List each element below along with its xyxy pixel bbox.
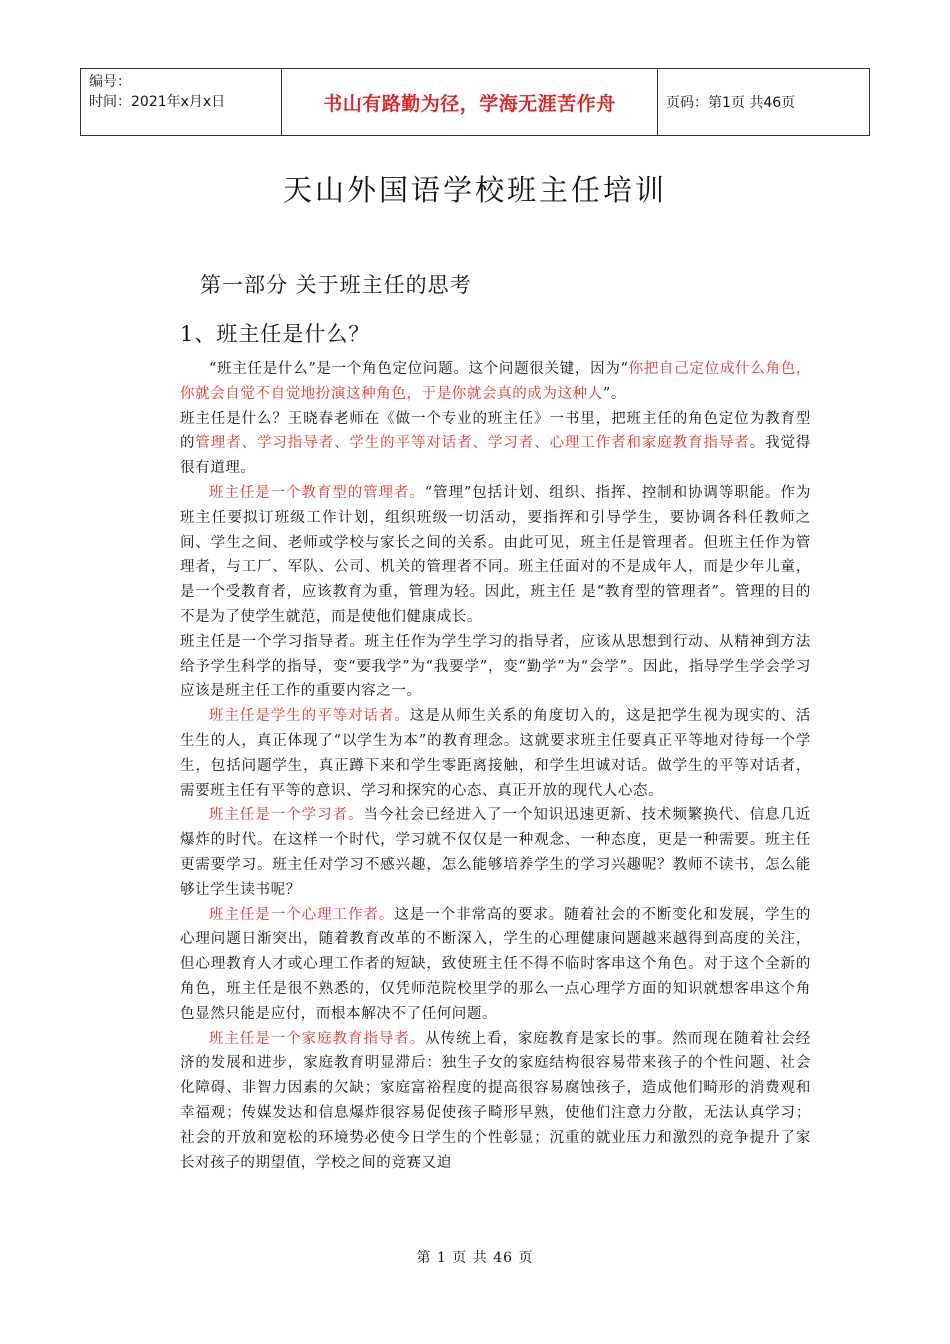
text: ”。 (602, 385, 626, 402)
highlight: 你把自己定位成什么角色，你就会自觉不自觉地扮演这种角色，于是你就会真的成为这种人 (180, 361, 811, 402)
text: 这是一个非常高的要求。随着社会的不断变化和发展，学生的心理问题日渐突出，随着教育改革的不断深入，学生的心理健康问题越来越得到高度的关注，但心理教育人才或心理工作者的短缺，致使班主任不得不临时客串这个角色。对于这个全新的角色，班主任是很不熟悉的，仅凭师范院校里学的那么一点心理学方面的知识就想客串这个角色显然只能是应付，而根本解决不了任何问题。 (180, 906, 812, 1022)
date-label: 时间：2021年x月x日 (89, 94, 226, 110)
paragraph-7 (180, 903, 811, 1027)
text: 当今社会已经进入了一个知识迅速更新、技术频繁换代、信息几近爆炸的时代。在这样一个时代，学习就不仅仅是一种观念、一种态度，更是一种需要。班主任更需要学习。班主任对学习不感兴趣，怎么能够培养学生的学习兴趣呢？教师不读书，怎么能够让学生读书呢？ (180, 807, 811, 898)
paragraph-5 (180, 704, 811, 803)
paragraph-3 (180, 481, 811, 630)
body-text (180, 357, 811, 1175)
highlight: 班主任是一个学习者。 (209, 807, 364, 824)
highlight: 管理者、学习指导者、学生的平等对话者、学习者、心理工作者和家庭教育指导者 (195, 435, 750, 452)
highlight: 班主任是一个家庭教育指导者。 (209, 1030, 426, 1047)
highlight: 班主任是一个心理工作者。 (209, 906, 395, 923)
document-title: 天山外国语学校班主任培训 (282, 173, 667, 207)
highlight: 班主任是学生的平等对话者。 (209, 708, 410, 725)
text: 班主任是什么？王晓春老师在《做一个专业的班主任》一书里，把班主任的角色定位为教育型的 (180, 410, 811, 452)
page-footer: 第 1 页 共 46 页 (416, 1250, 534, 1266)
paragraph-8 (180, 1027, 811, 1176)
question-heading: 1、班主任是什么？ (180, 322, 371, 346)
paragraph-2 (180, 407, 811, 481)
header-meta (81, 69, 282, 135)
header-motto: 书山有路勤为径，学海无涯苦作舟 (282, 69, 658, 135)
text: “班主任是什么”是一个角色定位问题。这个问题很关键，因为“ (209, 361, 629, 377)
part-heading: 第一部分 关于班主任的思考 (200, 273, 472, 297)
paragraph-6 (180, 803, 811, 902)
highlight: 班主任是一个教育型的管理者。 (209, 484, 425, 501)
code-label: 编号： (89, 74, 131, 90)
text: “管理”包括计划、组织、指挥、控制和协调等职能。作为班主任要拟订班级工作计划，组织班级一切活动，要指挥和引导学生，要协调各科任教师之间、学生之间、老师或学校与家长之间的关系。由此可见，班主任是管理者。但班主任作为管理者，与工厂、军队、公司、机关的管理者不同。班主任面对的不是成年人，而是少年儿童，是一个受教育者，应该教育为重，管理为轻。因此，班主任 是“教育型的管理者”。管理的目的不是为了使学生就范，而是使他们健康成长。 (180, 484, 811, 625)
text: 。我觉得很有道理。 (180, 435, 811, 477)
header-page-info: 页码：第1页 共46页 (666, 95, 796, 111)
header-table (80, 68, 870, 136)
paragraph-4: 班主任是一个学习指导者。班主任作为学生学习的指导者，应该从思想到行动、从精神到方法给予学生科学的指导，变“要我学”为“我要学”，变“勤学”为“会学”。因此，指导学生学会学习应该是班主任工作的重要内容之一。 (180, 633, 811, 700)
text: 这是从师生关系的角度切入的，这是把学生视为现实的、活生生的人，真正体现了“以学生为本”的教育理念。这就要求班主任要真正平等地对待每一个学生，包括问题学生，真正蹲下来和学生零距离接触，和学生坦诚对话。做学生的平等对话者，需要班主任有平等的意识、学习和探究的心态、真正开放的现代人心态。 (180, 708, 811, 799)
text: 从传统上看，家庭教育是家长的事。然而现在随着社会经济的发展和进步，家庭教育明显滞后：独生子女的家庭结构很容易带来孩子的个性问题、社会化障碍、非智力因素的欠缺；家庭富裕程度的提高很容易腐蚀孩子，造成他们畸形的消费观和幸福观；传媒发达和信息爆炸很容易促使孩子畸形早熟，使他们注意力分散，无法认真学习；社会的开放和宽松的环境势必使今日学生的个性彰显；沉重的就业压力和激烈的竞争提升了家长对孩子的期望值，学校之间的竞赛又迫 (180, 1030, 812, 1171)
paragraph-1 (180, 357, 811, 407)
